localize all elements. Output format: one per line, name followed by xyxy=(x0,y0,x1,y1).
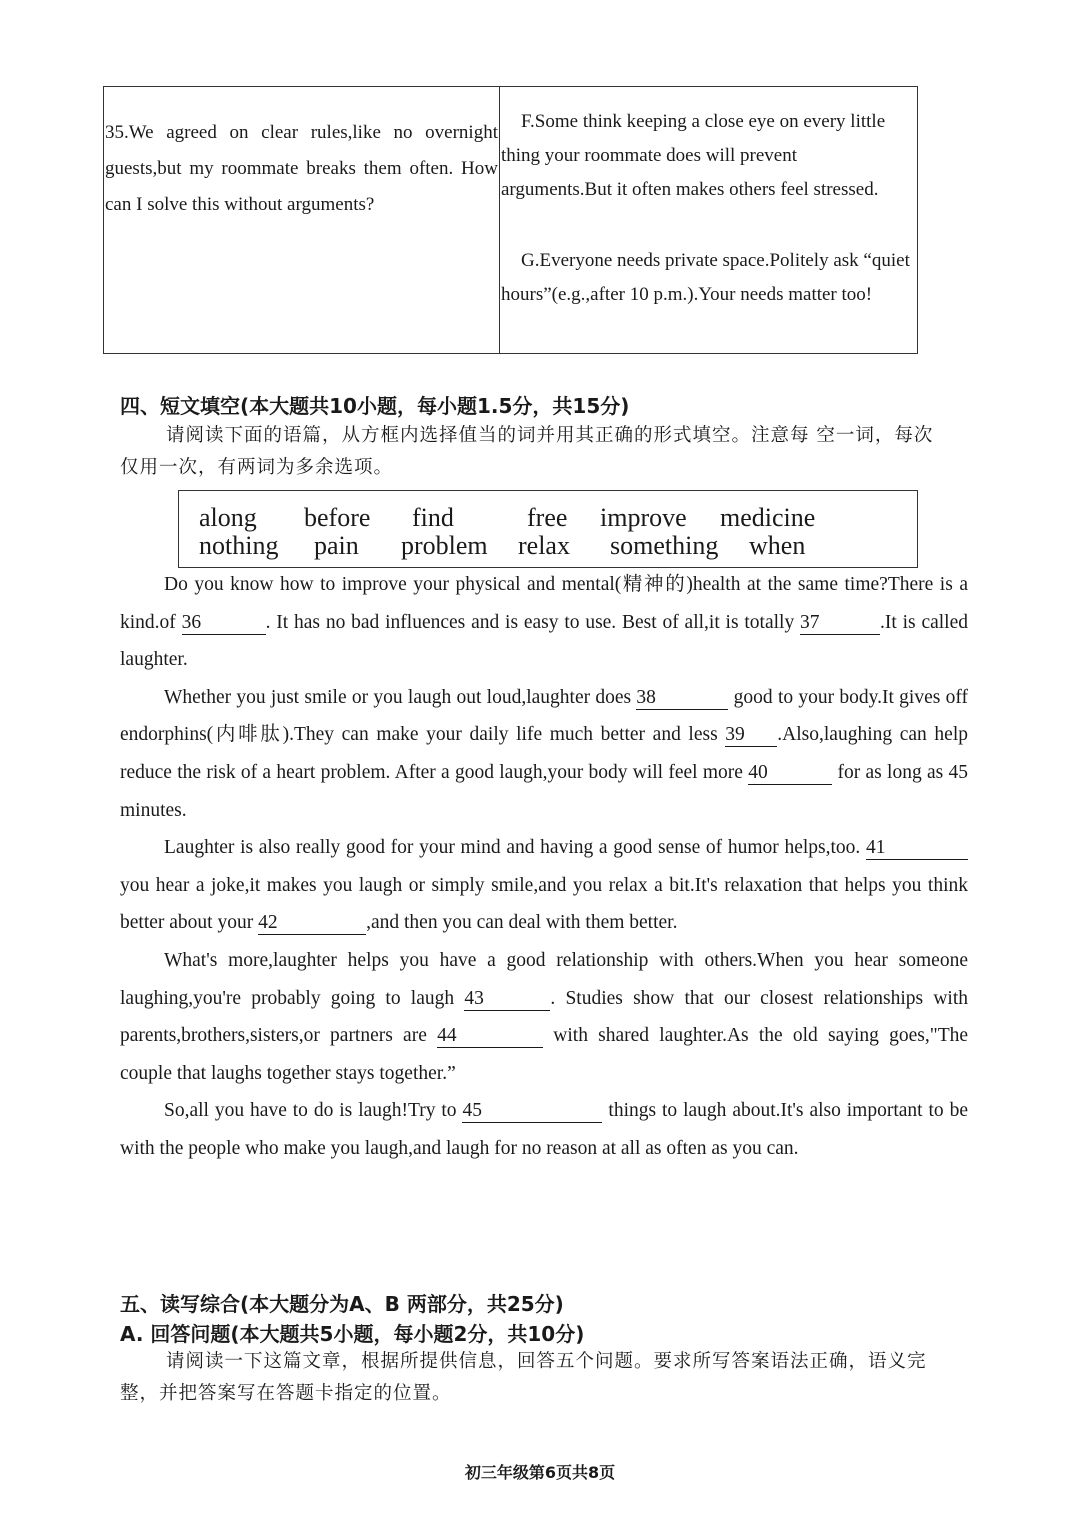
blank-43[interactable]: 43 xyxy=(464,988,550,1011)
blank-41[interactable]: 41 xyxy=(866,837,968,860)
word-option: nothing xyxy=(199,531,279,560)
word-option: relax xyxy=(518,531,570,560)
question-35-table xyxy=(103,86,918,354)
cloze-passage xyxy=(120,566,968,1168)
option-g-text: G.Everyone needs private space.Politely ask “quiet hours”(e.g.,after 10 p.m.).Your needs matter too! xyxy=(501,250,910,305)
word-option: when xyxy=(749,531,806,560)
option-f-text: F.Some think keeping a close eye on every little thing your roommate does will prevent arguments.But it often makes others feel stressed. xyxy=(501,111,886,200)
blank-36[interactable]: 36 xyxy=(182,612,266,635)
passage-paragraph-5: So,all you have to do is laugh!Try to 45 things to laugh about.It's also important to be with the people who make you laugh,and laugh for no reason at all as often as you can. xyxy=(120,1100,968,1159)
word-option: medicine xyxy=(720,503,816,532)
section-4-title: 四、短文填空(本大题共10小题，每小题1.5分，共15分) xyxy=(120,394,630,418)
section-5-title: 五、读写综合(本大题分为A、B 两部分，共25分) xyxy=(120,1292,564,1316)
word-option: find xyxy=(412,503,454,532)
blank-44[interactable]: 44 xyxy=(437,1025,543,1048)
passage-paragraph-3: Laughter is also really good for your mind and having a good sense of humor helps,too. 41 you hear a joke,it makes you laugh or simply smile,and you relax a bit.It's relaxation that helps you think better about your 42 ,and then you can deal with them better. xyxy=(120,837,968,934)
word-option: pain xyxy=(314,531,359,560)
word-option: improve xyxy=(600,503,687,532)
word-option: free xyxy=(527,503,568,532)
word-option: along xyxy=(199,503,257,532)
word-option: something xyxy=(610,531,719,560)
section-5a-subtitle: A. 回答问题(本大题共5小题，每小题2分，共10分) xyxy=(120,1322,585,1346)
blank-42[interactable]: 42 xyxy=(258,912,366,935)
word-option: problem xyxy=(401,531,488,560)
passage-paragraph-1: Do you know how to improve your physical and mental(精神的)health at the same time?There is a kind.of 36 . It has no bad influences and is easy to use. Best of all,it is totally 37 .It is called laughter. xyxy=(120,574,969,671)
passage-paragraph-4: What's more,laughter helps you have a good relationship with others.When you hear someone laughing,you're probably going to laugh 43 . Studies show that our closest relationships with parents,brothers,sisters,or partners are 44 with shared laughter.As the old saying goes,"The couple that laughs together stays together.” xyxy=(120,949,969,1084)
blank-45[interactable]: 45 xyxy=(462,1100,602,1123)
word-option: before xyxy=(304,503,371,532)
blank-40[interactable]: 40 xyxy=(748,762,832,785)
question-35-text: 35.We agreed on clear rules,like no overnight guests,but my roommate breaks them often. How can I solve this without arguments? xyxy=(105,122,498,215)
blank-37[interactable]: 37 xyxy=(800,612,880,635)
blank-38[interactable]: 38 xyxy=(636,687,728,710)
passage-paragraph-2: Whether you just smile or you laugh out loud,laughter does 38 good to your body.It gives off endorphins(内啡肽).They can make your daily life much better and less 39 .Also,laughing can help reduce the risk of a heart problem. After a good laugh,your body will feel more 40 for as long as 45 minutes. xyxy=(120,686,968,821)
table-divider xyxy=(499,87,500,353)
blank-39[interactable]: 39 xyxy=(725,724,777,747)
section-5-instruction: 请阅读一下这篇文章，根据所提供信息，回答五个问题。要求所写答案语法正确，语义完整，并把答案写在答题卡指定的位置。 xyxy=(120,1351,927,1404)
word-box xyxy=(178,490,918,568)
page-footer: 初三年级第6页共8页 xyxy=(464,1463,616,1482)
section-4-instruction: 请阅读下面的语篇，从方框内选择值当的词并用其正确的形式填空。注意每 空一词，每次仅用一次，有两词为多余选项。 xyxy=(120,425,934,478)
